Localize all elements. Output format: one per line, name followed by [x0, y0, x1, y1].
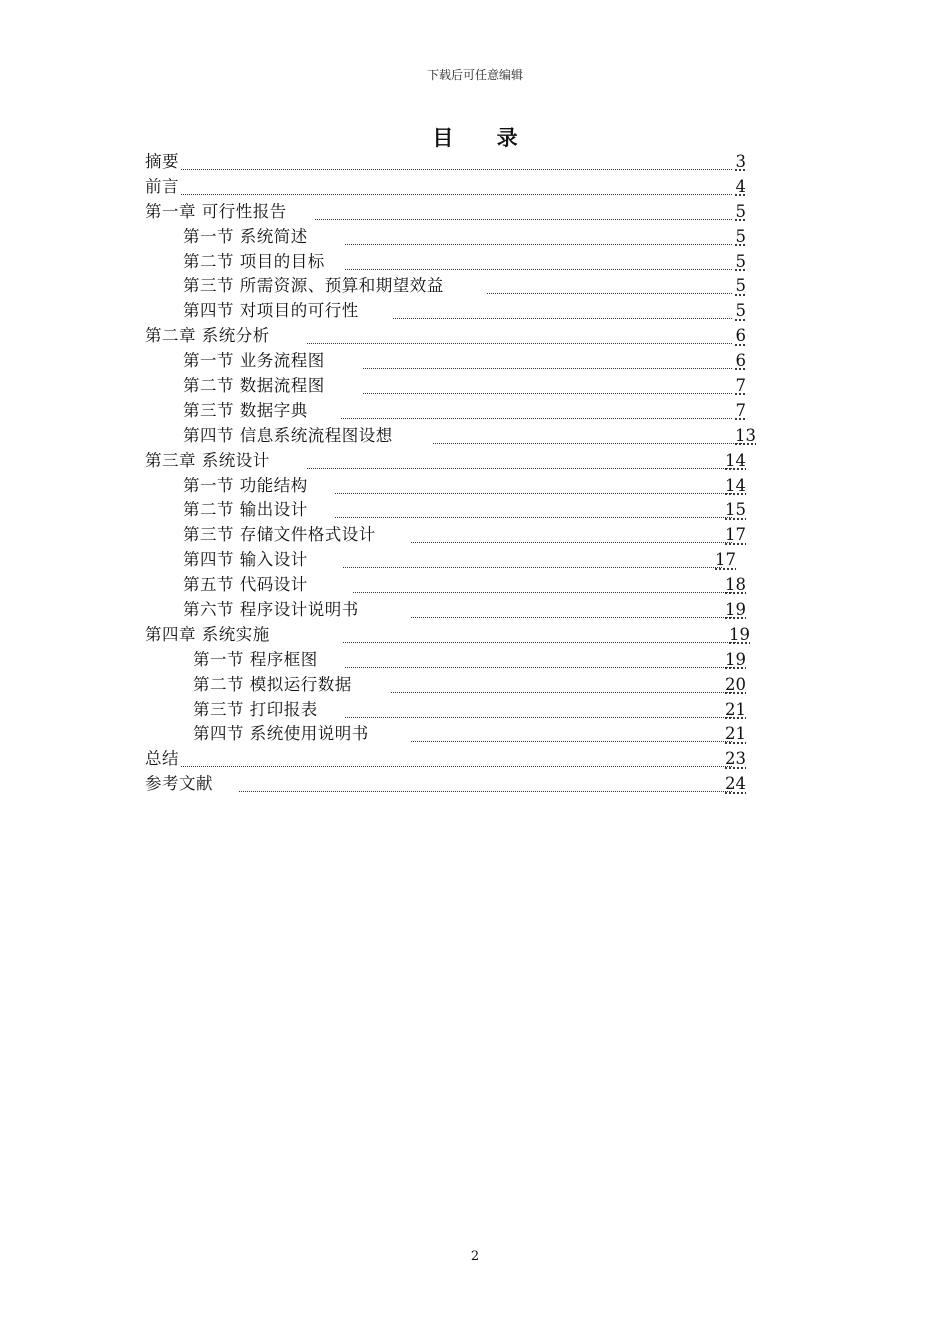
dot-leader: [393, 318, 732, 319]
toc-entry-label: 第二节 项目的目标: [183, 250, 325, 274]
dot-leader: [487, 293, 732, 294]
toc-entry-page: 17: [715, 550, 736, 570]
toc-entry-label: 第四节 信息系统流程图设想: [183, 424, 393, 448]
toc-entry[interactable]: [145, 573, 759, 598]
dot-leader: [411, 617, 732, 618]
toc-entry-page: 20: [725, 674, 746, 694]
toc-entry[interactable]: [145, 424, 759, 449]
toc-entry[interactable]: [145, 250, 759, 275]
toc-entry-label: 第六节 程序设计说明书: [183, 598, 359, 622]
toc-entry-label: 摘要: [145, 150, 179, 174]
toc-entry[interactable]: [145, 548, 759, 573]
dot-leader: [335, 517, 732, 518]
toc-entry[interactable]: [145, 474, 759, 499]
toc-entry-page: 19: [725, 600, 746, 620]
toc-entry[interactable]: [145, 299, 759, 324]
toc-entry[interactable]: [145, 274, 759, 299]
toc-entry[interactable]: [145, 200, 759, 225]
dot-leader: [353, 592, 732, 593]
toc-entry[interactable]: [145, 722, 759, 747]
dot-leader: [411, 741, 732, 742]
toc-entry-label: 参考文献: [145, 772, 213, 796]
toc-entry[interactable]: [145, 747, 759, 772]
toc-entry-page: 14: [725, 450, 746, 470]
toc-entry-label: 第一节 程序框图: [193, 648, 318, 672]
dot-leader: [307, 343, 732, 344]
toc-entry-page: 14: [725, 475, 746, 495]
toc-entry[interactable]: [145, 523, 759, 548]
toc-entry-label: 第四节 输入设计: [183, 548, 308, 572]
dot-leader: [239, 791, 732, 792]
toc-entry-label: 第二章 系统分析: [145, 324, 270, 348]
toc-entry[interactable]: [145, 772, 759, 797]
dot-leader: [345, 667, 732, 668]
dot-leader: [181, 194, 732, 195]
toc-entry-label: 第一节 业务流程图: [183, 349, 325, 373]
toc-entry[interactable]: [145, 324, 759, 349]
table-of-contents: [145, 150, 759, 797]
toc-entry-page: 17: [725, 525, 746, 545]
toc-entry-page: 21: [725, 724, 746, 744]
dot-leader: [345, 244, 732, 245]
toc-entry[interactable]: [145, 698, 759, 723]
toc-entry[interactable]: [145, 498, 759, 523]
dot-leader: [343, 567, 722, 568]
toc-title: 目 录: [432, 125, 536, 150]
toc-entry-label: 总结: [145, 747, 179, 771]
toc-entry-page: 3: [735, 152, 746, 171]
toc-entry-label: 第二节 数据流程图: [183, 374, 325, 398]
toc-entry-label: 第一章 可行性报告: [145, 200, 287, 224]
dot-leader: [411, 542, 732, 543]
dot-leader: [181, 169, 732, 170]
toc-entry-page: 5: [735, 201, 746, 221]
dot-leader: [363, 368, 732, 369]
toc-entry[interactable]: [145, 175, 759, 200]
toc-entry-page: 6: [735, 351, 746, 371]
toc-entry-page: 15: [725, 500, 746, 520]
toc-entry[interactable]: [145, 673, 759, 698]
toc-entry-label: 第四节 对项目的可行性: [183, 299, 359, 323]
toc-entry[interactable]: [145, 449, 759, 474]
toc-entry-page: 4: [735, 176, 746, 196]
toc-entry-label: 第一节 系统简述: [183, 225, 308, 249]
dot-leader: [391, 692, 732, 693]
dot-leader: [307, 468, 732, 469]
toc-entry-label: 第三章 系统设计: [145, 449, 270, 473]
toc-entry-label: 第三节 所需资源、预算和期望效益: [183, 274, 444, 298]
page-number: 2: [470, 1249, 480, 1264]
dot-leader: [363, 393, 732, 394]
toc-entry-label: 第二节 输出设计: [183, 498, 308, 522]
dot-leader: [315, 219, 732, 220]
toc-entry-page: 19: [729, 624, 750, 644]
toc-entry[interactable]: [145, 349, 759, 374]
toc-entry[interactable]: [145, 648, 759, 673]
toc-entry-page: 21: [725, 699, 746, 719]
toc-entry[interactable]: [145, 374, 759, 399]
dot-leader: [433, 443, 742, 444]
toc-entry[interactable]: [145, 623, 759, 648]
dot-leader: [341, 418, 732, 419]
dot-leader: [345, 717, 732, 718]
toc-entry-page: 7: [735, 376, 746, 396]
toc-entry-page: 5: [735, 301, 746, 321]
toc-entry[interactable]: [145, 399, 759, 424]
toc-entry-label: 第五节 代码设计: [183, 573, 308, 597]
toc-entry-page: 18: [725, 575, 746, 595]
dot-leader: [335, 493, 732, 494]
toc-entry-label: 第三节 打印报表: [193, 698, 318, 722]
toc-entry-page: 7: [735, 400, 746, 420]
toc-entry[interactable]: [145, 150, 759, 175]
page-header: 下载后可任意编辑: [426, 68, 523, 82]
toc-entry-page: 23: [725, 749, 746, 769]
toc-entry-label: 第四节 系统使用说明书: [193, 722, 369, 746]
dot-leader: [181, 766, 732, 767]
toc-entry-label: 第三节 数据字典: [183, 399, 308, 423]
toc-entry-label: 第二节 模拟运行数据: [193, 673, 352, 697]
toc-entry[interactable]: [145, 598, 759, 623]
toc-entry-page: 5: [735, 226, 746, 246]
dot-leader: [345, 269, 732, 270]
toc-entry-page: 13: [735, 425, 756, 445]
toc-entry-label: 前言: [145, 175, 179, 199]
toc-entry-page: 6: [735, 326, 746, 346]
toc-entry-label: 第一节 功能结构: [183, 474, 308, 498]
toc-entry-page: 5: [735, 276, 746, 296]
toc-entry[interactable]: [145, 225, 759, 250]
toc-entry-label: 第三节 存储文件格式设计: [183, 523, 376, 547]
toc-entry-page: 24: [725, 774, 746, 794]
toc-entry-page: 5: [735, 251, 746, 271]
toc-entry-page: 19: [725, 649, 746, 669]
toc-entry-label: 第四章 系统实施: [145, 623, 270, 647]
dot-leader: [343, 642, 736, 643]
